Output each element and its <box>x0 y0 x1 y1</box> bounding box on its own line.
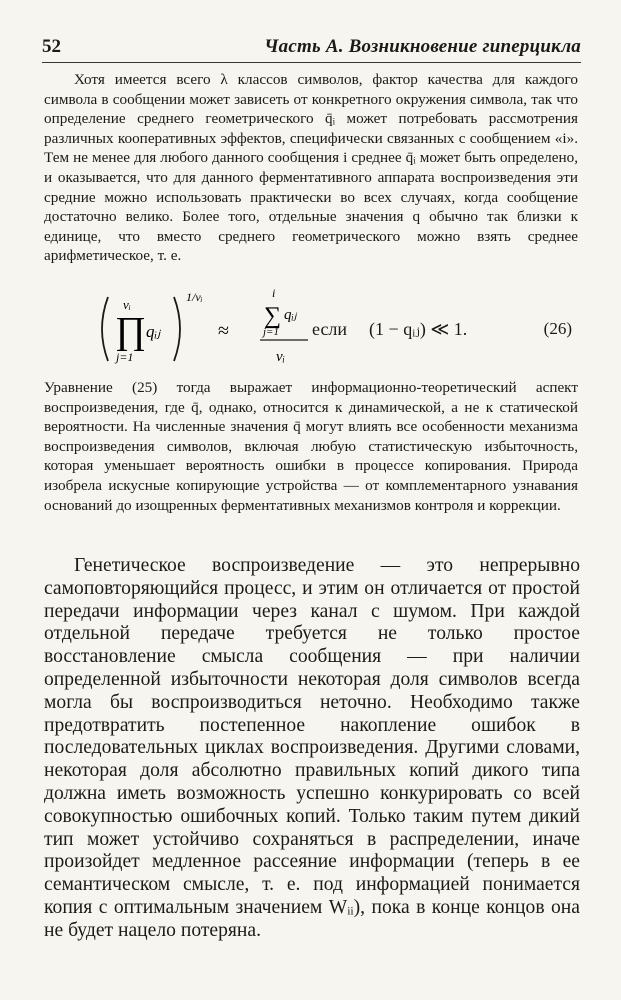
paragraph-genetic-reproduction <box>44 555 580 943</box>
product-lower: j=1 <box>116 350 134 364</box>
approx-sign: ≈ <box>218 320 229 342</box>
equation-formula <box>100 283 310 375</box>
paragraph-information-theory <box>44 378 578 515</box>
sum-term: qᵢⱼ <box>284 307 297 323</box>
product-upper: νᵢ <box>123 297 131 312</box>
paragraph-1: Хотя имеется всего λ классов символов, фактор качества для каждого символа в сообщении может зависеть от конкретного окружения символа, так что определение среднего геометрического q̄ᵢ может потребовать рассмотрения различных кооперативных эффектов, специфически связанных с сообщением «i». Тем не менее для любого данного сообщения i среднее q̄ᵢ может быть определено, и оказывается, что для данного ферментативного аппарата воспроизведения эти средние можно использовать практически во всех случаях, когда сообщение достаточно велико. Более того, отдельные значения q обычно так близки к единице, что вместо среднего геометрического можно взять среднее арифметическое, т. е. <box>44 71 578 265</box>
exponent: 1/νᵢ <box>186 290 203 304</box>
denominator: νᵢ <box>276 349 286 365</box>
paragraph-3: Генетическое воспроизведение — это непрерывно самоповторяющийся процесс, и этим он отличается от простой передачи информации через канал с шумом. При каждой отдельной передаче требуется не только простое восстановление смысла сообщения — при наличии определенной избыточности некоторая доля символов всегда могла бы воспроизводиться неточно. Необходимо также предотвратить постепенное накопление ошибок в последовательных циклах воспроизведения. Другими словами, некоторая доля абсолютно правильных копий дикого типа должна иметь возможность успешно конкурировать со всей совокупностью ошибочных копий. Только таким путем дикий тип может устойчиво сохраняться в распределении, иначе произойдет медленное рассеяние информации (теперь в ее семантическом смысле, т. е. под информацией понимается копия с оптимальным значением Wᵢᵢ), пока в конце концов она не будет нацело потеряна. <box>44 555 580 941</box>
equation-condition <box>312 319 467 340</box>
right-paren <box>174 297 180 361</box>
equation-number: (26) <box>543 319 572 338</box>
product-sign: ∏ <box>115 310 147 352</box>
running-title: Часть А. Возникновение гиперцикла <box>264 36 581 57</box>
sum-upper: i <box>272 286 276 300</box>
sum-lower: j=1 <box>263 326 279 338</box>
left-paren <box>102 297 108 361</box>
page-number: 52 <box>42 36 61 57</box>
equation-26 <box>44 283 578 375</box>
running-head <box>42 30 581 63</box>
paragraph-quality-factor <box>44 70 578 266</box>
product-term: qᵢⱼ <box>146 322 161 341</box>
condition-word: если <box>312 319 348 339</box>
sum-sign: ∑ <box>264 303 282 329</box>
paragraph-2: Уравнение (25) тогда выражает информационно-теоретический аспект воспроизведения, где q̄, однако, относится к динамической, а не к статической вероятности. На численные значения q̄ могут влиять все особенности механизма воспроизведения символов, включая любую статистическую избыточность, которая уменьшает вероятность ошибки в процессе копирования. Природа изобрела искусные копирующие устройства — от комплементарного узнавания оснований до изощренных ферментативных механизмов контроля и коррекции. <box>44 379 578 514</box>
condition-expression: (1 − qᵢⱼ) ≪ 1. <box>369 319 468 339</box>
